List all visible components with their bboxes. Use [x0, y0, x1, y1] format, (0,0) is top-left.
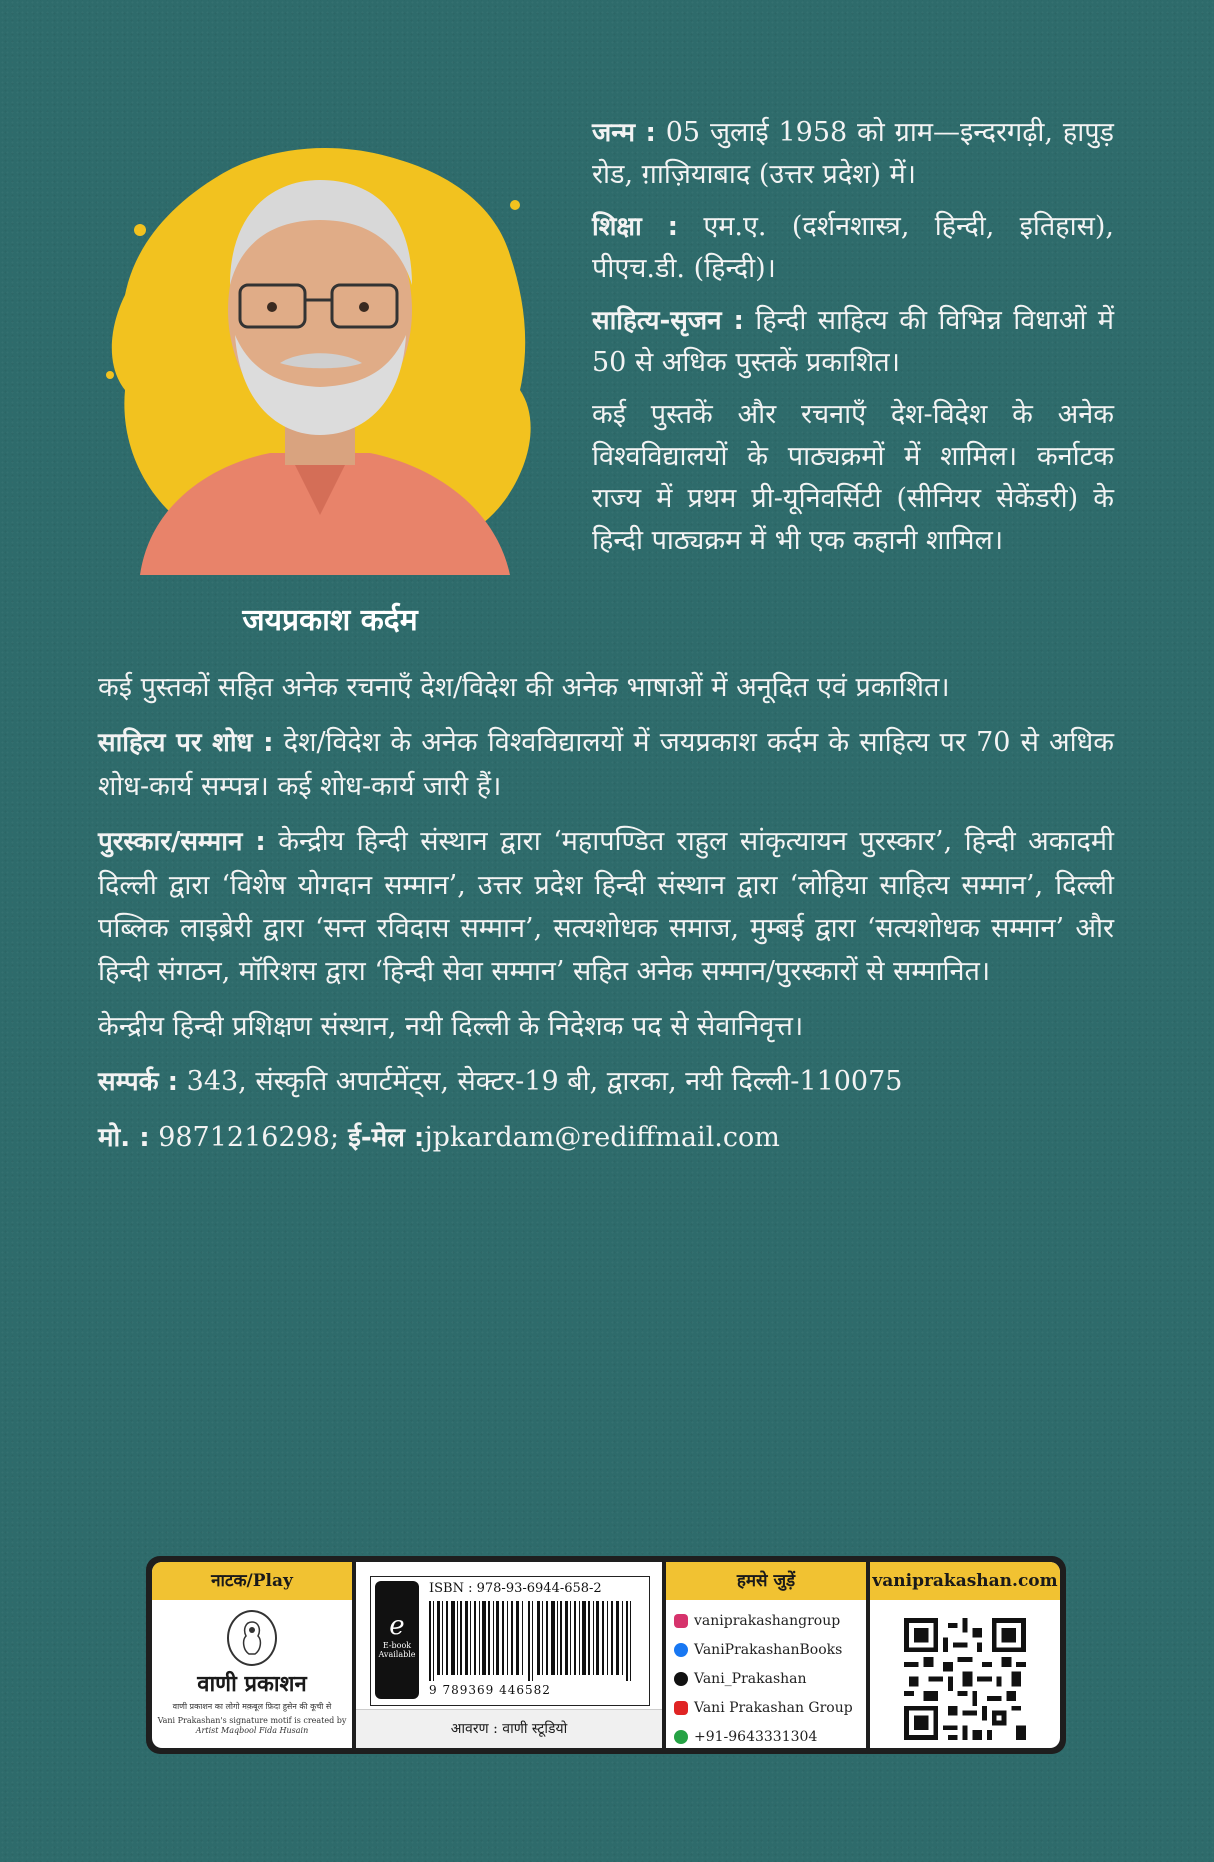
isbn-text: ISBN : 978-93-6944-658-2: [429, 1581, 602, 1596]
ebook-badge: e E-book Available: [375, 1581, 419, 1699]
social-youtube[interactable]: Vani Prakashan Group: [674, 1693, 858, 1722]
bio-education: शिक्षा : एम.ए. (दर्शनशास्त्र, हिन्दी, इतिहास), पीएच.डी. (हिन्दी)।: [592, 211, 1114, 284]
email-address[interactable]: jpkardam@rediffmail.com: [424, 1122, 780, 1153]
barcode-box: [370, 1576, 650, 1706]
publisher-note-en: Vani Prakashan's signature motif is created by: [157, 1716, 347, 1725]
social-list: [666, 1600, 866, 1748]
connect-title: हमसे जुड़ें: [666, 1562, 866, 1600]
publisher-note-hi: वाणी प्रकाशन का लोगो मक़बूल फ़िदा हुसेन की कूची से: [172, 1702, 332, 1711]
whatsapp-icon: [674, 1730, 688, 1744]
bio-top: [592, 112, 1114, 572]
bio-curriculum: कई पुस्तकें और रचनाएँ देश-विदेश के अनेक विश्वविद्यालयों के पाठ्यक्रमों में शामिल। कर्नाटक राज्य में प्रथम प्री-यूनिवर्सिटी (सीनियर सेकेंडरी) के हिन्दी पाठ्यक्रम में भी एक कहानी शामिल।: [592, 399, 1114, 556]
facebook-icon: [674, 1643, 688, 1657]
author-name: जयप्रकाश कर्दम: [242, 603, 418, 638]
barcode-cell: [356, 1562, 662, 1748]
social-instagram[interactable]: vaniprakashangroup: [674, 1606, 858, 1635]
publisher-cell: [152, 1562, 352, 1748]
barcode-icon: [429, 1601, 639, 1681]
social-cell: [666, 1562, 866, 1748]
mobile-number: 9871216298;: [149, 1122, 340, 1153]
x-icon: [674, 1672, 688, 1686]
website-link[interactable]: vaniprakashan.com: [870, 1562, 1060, 1600]
bio-awards: पुरस्कार/सम्मान : केन्द्रीय हिन्दी संस्थान द्वारा ‘महापण्डित राहुल सांकृत्यायन पुरस्कार’, हिन्दी अकादमी दिल्ली द्वारा ‘विशेष योगदान सम्मान’, उत्तर प्रदेश हिन्दी संस्थान द्वारा ‘लोहिया साहित्य सम्मान’, दिल्ली पब्लिक लाइब्रेरी द्वारा ‘सन्त रविदास सम्मान’, सत्यशोधक समाज, मुम्बई द्वारा ‘सत्यशोधक सम्मान’ और हिन्दी संगठन, मॉरिशस द्वारा ‘हिन्दी सेवा सम्मान’ सहित अनेक सम्मान/पुरस्कारों से सम्मानित।: [98, 826, 1114, 987]
bio-birth: जन्म : 05 जुलाई 1958 को ग्राम—इन्दरगढ़ी, हापुड़ रोड, ग़ाज़ियाबाद (उत्तर प्रदेश) में।: [592, 117, 1114, 190]
bio-address: सम्पर्क : 343, संस्कृति अपार्टमेंट्स, सेक्टर-19 बी, द्वारका, नयी दिल्ली-110075: [98, 1066, 903, 1097]
bio-research: साहित्य पर शोध : देश/विदेश के अनेक विश्वविद्यालयों में जयप्रकाश कर्दम के साहित्य पर 70 से अधिक शोध-कार्य सम्पन्न। कई शोध-कार्य जारी हैं।: [98, 727, 1114, 802]
bio-full: [98, 666, 1114, 1172]
social-facebook[interactable]: VaniPrakashanBooks: [674, 1635, 858, 1664]
cover-credit: आवरण : वाणी स्टूडियो: [356, 1709, 662, 1748]
publisher-panel: [146, 1556, 1066, 1754]
qr-code-icon: [904, 1618, 1026, 1740]
social-whatsapp[interactable]: +91-9643331304: [674, 1722, 858, 1748]
barcode-digits: 9 789369 446582: [429, 1683, 551, 1697]
website-cell: [870, 1562, 1060, 1748]
social-x[interactable]: Vani_Prakashan: [674, 1664, 858, 1693]
instagram-icon: [674, 1614, 688, 1628]
bio-retirement: केन्द्रीय हिन्दी प्रशिक्षण संस्थान, नयी दिल्ली के निदेशक पद से सेवानिवृत्त।: [98, 1011, 804, 1042]
author-photo: [100, 135, 540, 575]
publisher-name: वाणी प्रकाशन: [197, 1672, 307, 1697]
youtube-icon: [674, 1701, 688, 1715]
bio-literary-works: साहित्य-सृजन : हिन्दी साहित्य की विभिन्न विधाओं में 50 से अधिक पुस्तकें प्रकाशित।: [592, 305, 1114, 378]
genre-label: नाटक/Play: [152, 1562, 352, 1600]
publisher-note-artist: Artist Maqbool Fida Husain: [195, 1726, 309, 1735]
publisher-logo-icon: [227, 1610, 277, 1666]
bio-contact: मो. : 9871216298; ई-मेल :jpkardam@rediffmail.com: [98, 1122, 780, 1153]
bio-translations: कई पुस्तकों सहित अनेक रचनाएँ देश/विदेश की अनेक भाषाओं में अनूदित एवं प्रकाशित।: [98, 672, 950, 703]
